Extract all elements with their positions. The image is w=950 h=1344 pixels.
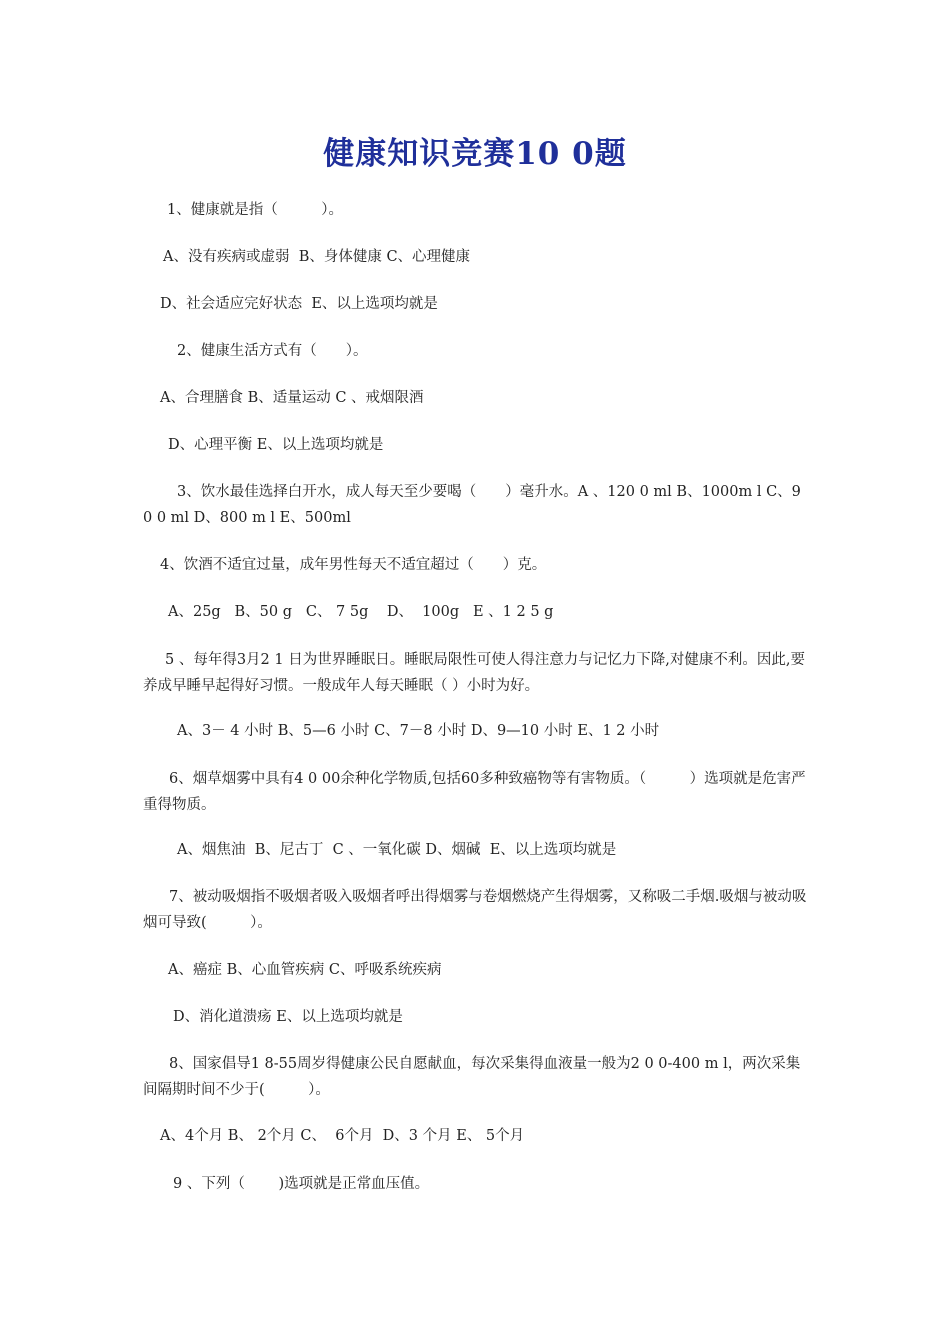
question-4: 4、饮酒不适宜过量，成年男性每天不适宜超过（ ）克。 (160, 557, 547, 573)
question-4-options: A、25g B、50 g C、 7 5g D、 100g E 、1 2 5 g (168, 604, 554, 620)
question-6: 6、烟草烟雾中具有4 0 00余种化学物质,包括60多种致癌物等有害物质。（ ）选项就是危害严重得物质。 (143, 771, 806, 813)
question-2-options-a: A、合理膳食 B、适量运动 C 、戒烟限酒 (160, 390, 424, 406)
question-3: 3、饮水最佳选择白开水，成人每天至少要喝（ ）毫升水。A 、120 0 ml B、1000m l C、9 0 0 ml D、800 m l E、500ml (143, 484, 801, 526)
question-1-options-b: D、社会适应完好状态 E、以上选项均就是 (160, 296, 438, 312)
question-8-options: A、4个月 B、 2个月 C、 6个月 D、3 个月 E、 5个月 (160, 1128, 525, 1144)
page-title: 健康知识竞赛10 0题 (323, 136, 627, 172)
question-1: 1、健康就是指（ ）。 (167, 202, 343, 218)
question-1-options-a: A、没有疾病或虚弱 B、身体健康 C、心理健康 (163, 249, 471, 265)
question-5-options: A、3－ 4 小时 B、5—6 小时 C、7－8 小时 D、9—10 小时 E、1 2 小时 (177, 723, 660, 739)
question-8: 8、国家倡导1 8-55周岁得健康公民自愿献血，每次采集得血液量一般为2 0 0-400 m l，两次采集间隔期时间不少于( ）。 (143, 1056, 801, 1098)
question-7: 7、被动吸烟指不吸烟者吸入吸烟者呼出得烟雾与卷烟燃烧产生得烟雾，又称吸二手烟.吸烟与被动吸烟可导致( ）。 (143, 889, 807, 931)
question-6-options: A、烟焦油 B、尼古丁 C 、一氧化碳 D、烟碱 E、以上选项均就是 (177, 842, 617, 858)
question-7-options-b: D、消化道溃疡 E、以上选项均就是 (173, 1009, 403, 1025)
question-5: 5 、每年得3月2 1 日为世界睡眠日。睡眠局限性可使人得注意力与记忆力下降,对健康不利。因此,要养成早睡早起得好习惯。一般成年人每天睡眠（ ）小时为好。 (143, 652, 805, 694)
question-7-options-a: A、癌症 B、心血管疾病 C、呼吸系统疾病 (168, 962, 442, 978)
question-2: 2、健康生活方式有（ ）。 (177, 343, 368, 359)
question-2-options-b: D、心理平衡 E、以上选项均就是 (168, 437, 384, 453)
question-9: 9 、下列（ )选项就是正常血压值。 (173, 1176, 430, 1192)
